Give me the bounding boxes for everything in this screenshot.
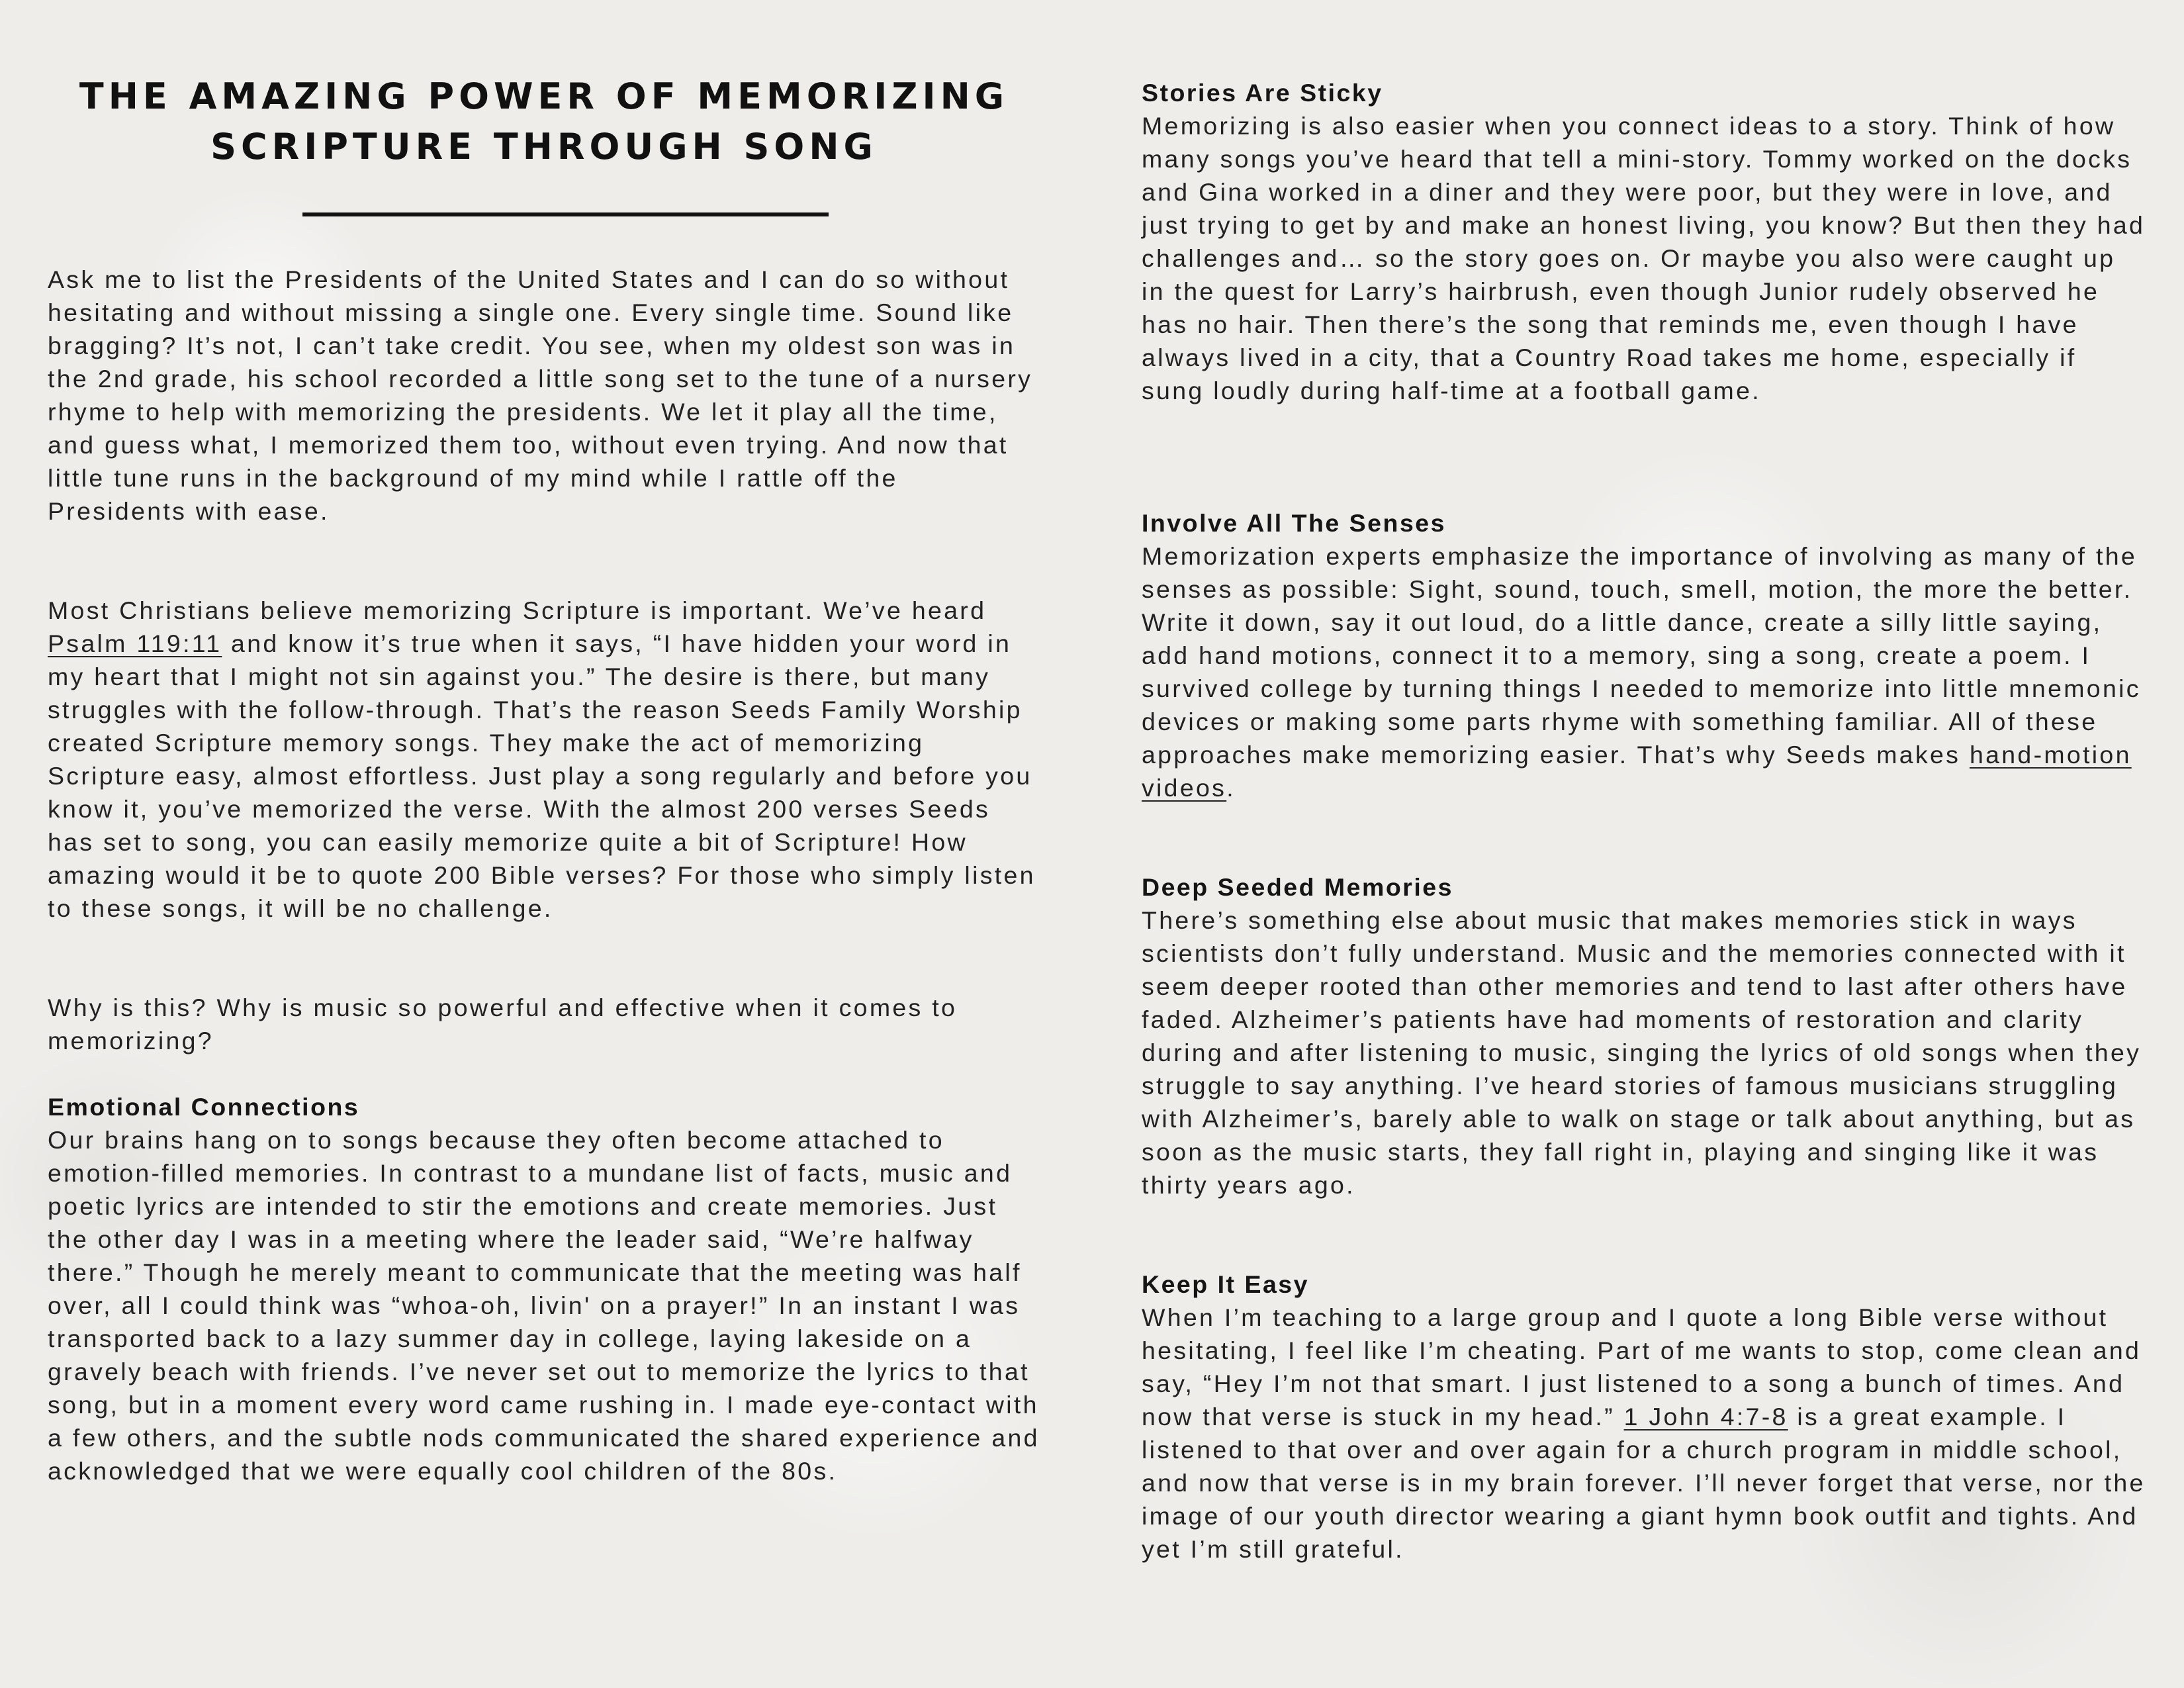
section-body-a: Memorization experts emphasize the importance of involving as many of the senses as possible: Sight, sound, touch, smell, motion, the more the better. Write it down, say it out loud, do a little dance, create a silly little saying, add hand motions, connect it to a memory, sing a song, create a poem. I survived college by turning things I needed to memorize into little mnemonic devices or making some parts rhyme with something familiar. All of these approaches make memorizing easier. That’s why Seeds makes: [1142, 542, 2141, 769]
section-body: There’s something else about music that makes memories stick in ways scientists don’t fully understand. Music and the memories connected with it seem deeper rooted than other memories and tend to last after others have faded. Alzheimer’s patients have had moments of restoration and clarity during and after listening to music, singing the lyrics of old songs when they struggle to say anything. I’ve heard stories of famous musicians struggling with Alzheimer’s, barely able to walk on stage or talk about anything, but as soon as the music starts, they fall right in, playing and singing like it was thirty years ago.: [1142, 906, 2142, 1199]
scripture-paragraph: [48, 594, 1040, 925]
scripture-paragraph-text-a: Most Christians believe memorizing Scripture is important. We’ve heard: [48, 596, 987, 624]
intro-paragraph-text: Ask me to list the Presidents of the United States and I can do so without hesitating and without missing a single one. Every single time. Sound like bragging? It’s not, I can’t take credit. You see, when my oldest son was in the 2nd grade, his school recorded a little song set to the tune of a nursery rhyme to help with memorizing the presidents. We let it play all the time, and guess what, I memorized them too, without even trying. And now that little tune runs in the background of my mind while I rattle off the Presidents with ease.: [48, 265, 1033, 525]
section-emotional-connections: [48, 1090, 1040, 1487]
section-body: Our brains hang on to songs because they often become attached to emotion-filled memories. In contrast to a mundane list of facts, music and poetic lyrics are intended to stir the emotions and create memories. Just the other day I was in a meeting where the leader said, “We’re halfway there.” Though he merely meant to communicate that the meeting was half over, all I could think was “whoa-oh, livin' on a prayer!” In an instant I was transported back to a lazy summer day in college, laying lakeside on a gravely beach with friends. I’ve never set out to memorize the lyrics to that song, but in a moment every word came rushing in. I made eye-contact with a few others, and the subtle nods communicated the shared experience and acknowledged that we were equally cool children of the 80s.: [48, 1126, 1040, 1485]
section-keep-it-easy: [1142, 1268, 2148, 1566]
section-body-b: is a great example. I listened to that over and over again for a church program in middle school, and now that verse is in my brain forever. I’ll never forget that verse, nor the image of our youth director wearing a giant hymn book outfit and tights. And yet I’m still grateful.: [1142, 1403, 2146, 1563]
title-line-2: SCRIPTURE THROUGH SONG: [210, 126, 878, 167]
section-body-b: .: [1226, 774, 1236, 802]
section-heading: Stories Are Sticky: [1142, 79, 1383, 107]
page-title: [48, 71, 1040, 172]
hand-motion-videos-link[interactable]: hand-motion videos: [1142, 741, 2132, 802]
scripture-paragraph-text-b: and know it’s true when it says, “I have hidden your word in my heart that I might not sin against you.” The desire is there, but many struggles with the follow-through. That’s the reason Seeds Family Worship created Scripture memory songs. They make the act of memorizing Scripture easy, almost effortless. Just play a song regularly and before you know it, you’ve memorized the verse. With the almost 200 verses Seeds has set to song, you can easily memorize quite a bit of Scripture! How amazing would it be to quote 200 Bible verses? For those who simply listen to these songs, it will be no challenge.: [48, 630, 1036, 922]
section-heading: Emotional Connections: [48, 1093, 360, 1121]
section-involve-all-the-senses: [1142, 506, 2148, 804]
section-stories-are-sticky: [1142, 76, 2148, 407]
section-body-a: When I’m teaching to a large group and I quote a long Bible verse without hesitating, I feel like I’m cheating. Part of me wants to stop, come clean and say, “Hey I’m not that smart. I just listened to a song a bunch of times. And now that verse is stuck in my head.”: [1142, 1303, 2142, 1430]
intro-paragraph: [48, 263, 1040, 528]
question-paragraph-text: Why is this? Why is music so powerful and effective when it comes to memorizing?: [48, 994, 958, 1055]
psalm-link[interactable]: Psalm 119:11: [48, 630, 222, 657]
section-deep-seeded-memories: [1142, 870, 2148, 1201]
john-link[interactable]: 1 John 4:7-8: [1623, 1403, 1788, 1430]
title-divider: [302, 212, 829, 216]
section-heading: Keep It Easy: [1142, 1270, 1310, 1298]
question-paragraph: [48, 991, 1040, 1057]
section-heading: Deep Seeded Memories: [1142, 873, 1453, 901]
title-line-1: THE AMAZING POWER OF MEMORIZING: [79, 75, 1009, 117]
section-body: Memorizing is also easier when you connect ideas to a story. Think of how many songs you’ve heard that tell a mini-story. Tommy worked on the docks and Gina worked in a diner and they were poor, but they were in love, and just trying to get by and make an honest living, you know? But then they had challenges and… so the story goes on. Or maybe you also were caught up in the quest for Larry’s hairbrush, even though Junior rudely observed he has no hair. Then there’s the song that reminds me, even though I have always lived in a city, that a Country Road takes me home, especially if sung loudly during half-time at a football game.: [1142, 112, 2146, 404]
section-heading: Involve All The Senses: [1142, 509, 1447, 537]
